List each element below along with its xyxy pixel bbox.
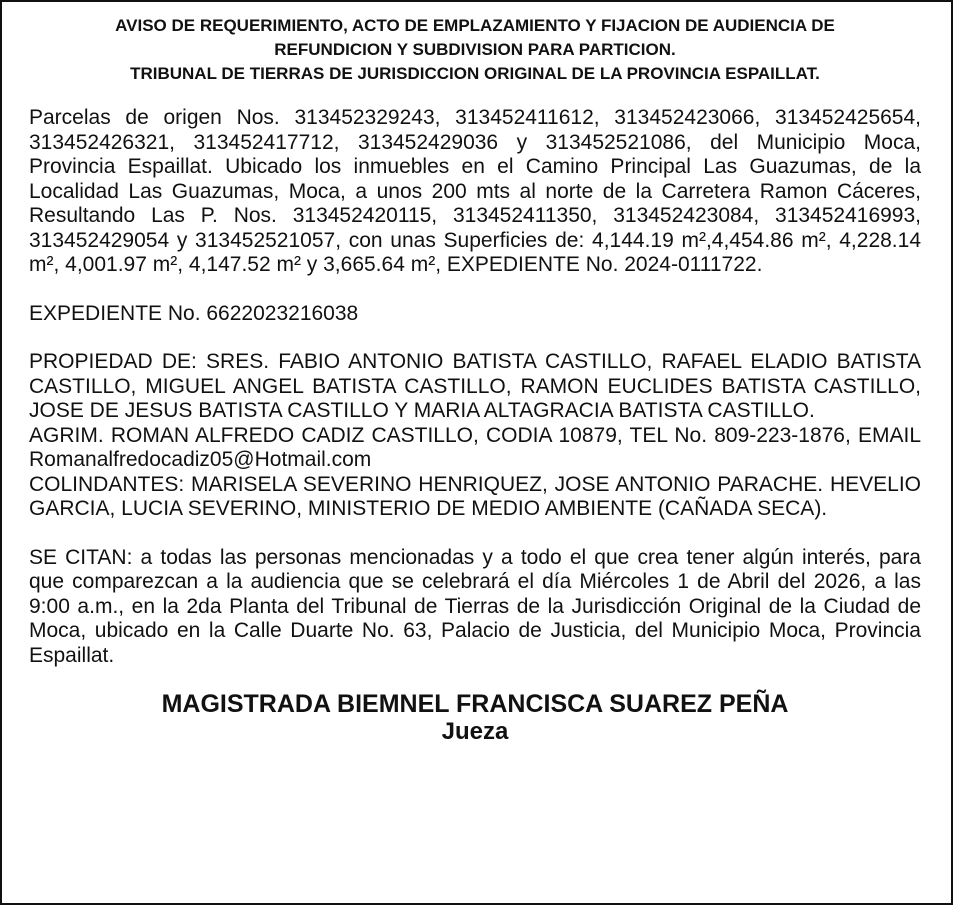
notice-header [29, 14, 921, 86]
agrimensor-paragraph: AGRIM. ROMAN ALFREDO CADIZ CASTILLO, CODIA 10879, TEL No. 809-223-1876, EMAIL Romanalfredocadiz05@Hotmail.com [29, 423, 921, 471]
propiedad-paragraph: PROPIEDAD DE: SRES. FABIO ANTONIO BATISTA CASTILLO, RAFAEL ELADIO BATISTA CASTILLO, MIGUEL ANGEL BATISTA CASTILLO, RAMON EUCLIDES BATISTA CASTILLO, JOSE DE JESUS BATISTA CASTILLO Y MARIA ALTAGRACIA BATISTA CASTILLO. [29, 350, 921, 422]
header-title-line-1: AVISO DE REQUERIMIENTO, ACTO DE EMPLAZAMIENTO Y FIJACION DE AUDIENCIA DE [115, 16, 835, 35]
citacion-paragraph: SE CITAN: a todas las personas mencionadas y a todo el que crea tener algún interés, para que comparezcan a la audiencia que se celebrará el día Miércoles 1 de Abril del 2026, a las 9:00 a.m., en la 2da Planta del Tribunal de Tierras de la Jurisdicción Original de la Ciudad de Moca, ubicado en la Calle Duarte No. 63, Palacio de Justicia, del Municipio Moca, Provincia Espaillat. [29, 545, 921, 667]
spacer [29, 278, 921, 302]
judge-name: MAGISTRADA BIEMNEL FRANCISCA SUAREZ PEÑA [161, 690, 789, 718]
signature-block [29, 690, 921, 745]
spacer [29, 522, 921, 546]
header-court-line: TRIBUNAL DE TIERRAS DE JURISDICCION ORIGINAL DE LA PROVINCIA ESPAILLAT. [130, 64, 820, 83]
parcelas-paragraph: Parcelas de origen Nos. 313452329243, 313452411612, 313452423066, 313452425654, 313452426321, 313452417712, 313452429036 y 313452521086, del Municipio Moca, Provincia Espaillat. Ubicado los inmuebles en el Camino Principal Las Guazumas, de la Localidad Las Guazumas, Moca, a unos 200 mts al norte de la Carretera Ramon Cáceres, Resultando Las P. Nos. 313452420115, 313452411350, 313452423084, 313452416993, 313452429054 y 313452521057, con unas Superficies de: 4,144.19 m²,4,454.86 m², 4,228.14 m², 4,001.97 m², 4,147.52 m² y 3,665.64 m², EXPEDIENTE No. 2024-0111722. [29, 106, 921, 276]
spacer [29, 326, 921, 350]
expediente-paragraph: EXPEDIENTE No. 6622023216038 [29, 301, 359, 325]
colindantes-paragraph: COLINDANTES: MARISELA SEVERINO HENRIQUEZ, JOSE ANTONIO PARACHE. HEVELIO GARCIA, LUCIA SEVERINO, MINISTERIO DE MEDIO AMBIENTE (CAÑADA SECA). [29, 472, 921, 520]
header-title-line-2: REFUNDICION Y SUBDIVISION PARA PARTICION. [274, 40, 676, 59]
judge-title: Jueza [441, 718, 509, 745]
